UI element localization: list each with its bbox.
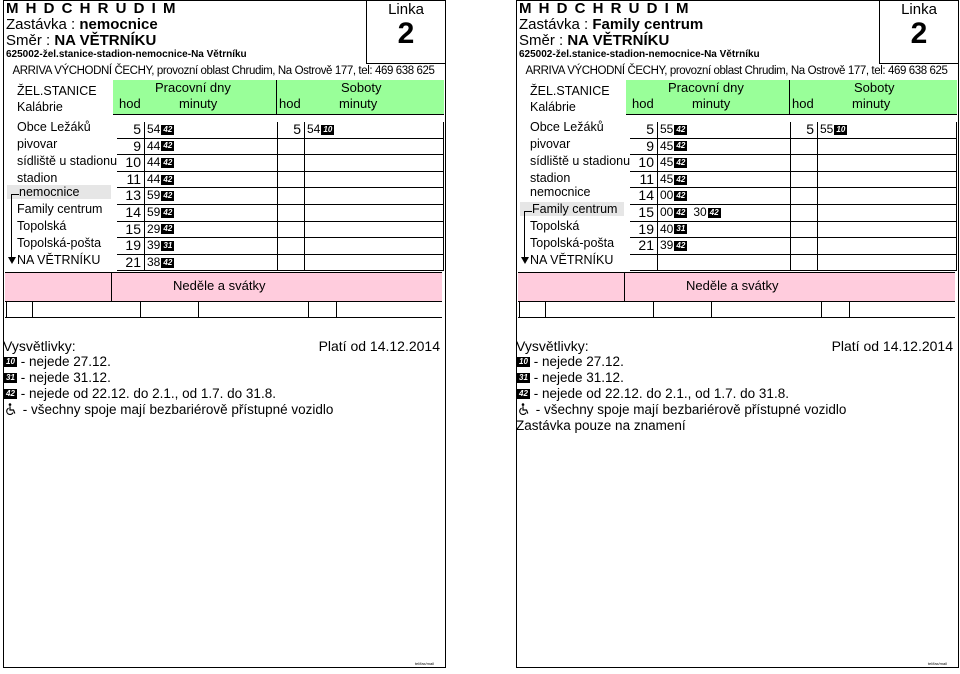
hour-cell: 11 [630, 172, 658, 189]
footnote-code: 42 [517, 389, 530, 399]
departure-minute: 40 [660, 221, 674, 236]
legend-text: - nejede od 22.12. do 2.1., od 1.7. do 31.8. [17, 386, 276, 401]
minute-cell [305, 238, 444, 255]
hour-header: hod [632, 96, 654, 111]
legend-item [3, 354, 444, 370]
departure-minute: 00 [660, 205, 674, 219]
route-description: 625002-žel.stanice-stadion-nemocnice-Na Větrníku [519, 49, 760, 60]
stop-label: Zastávka : [519, 16, 593, 33]
minute-cell [305, 205, 444, 222]
legend-text: - nejede 27.12. [530, 354, 624, 369]
stop-item: NA VĚTRNÍKU [17, 253, 101, 267]
route-arrow-start [524, 211, 532, 212]
legend-text: - všechny spoje mají bezbariérově přístupné vozidlo [19, 402, 334, 417]
footnote-code: 42 [4, 389, 17, 399]
sunday-row [518, 301, 955, 318]
minute-cell [145, 188, 278, 205]
weekday-header [626, 80, 957, 115]
legend-item [516, 354, 957, 370]
departure-minute: 29 [147, 221, 161, 236]
day-separator [276, 80, 277, 114]
minute-cell [658, 238, 791, 255]
footnote-code: 42 [674, 191, 687, 201]
footnote-code: 42 [674, 208, 687, 218]
minute-cell [818, 155, 957, 172]
minute-cell [145, 205, 278, 222]
route-arrow-line [11, 194, 12, 259]
hour-cell [277, 222, 305, 239]
weekday-header [113, 80, 444, 115]
line-box [879, 0, 958, 64]
sundays-label: Neděle a svátky [173, 278, 266, 293]
day-separator [789, 80, 790, 114]
current-stop: Family centrum [520, 202, 624, 216]
hour-header: hod [279, 96, 301, 111]
minute-header: minuty [692, 96, 731, 111]
hour-cell: 10 [117, 155, 145, 172]
stop-item: stadion [530, 171, 571, 185]
header [6, 1, 366, 61]
minute-cell [305, 122, 444, 139]
hour-cell: 14 [630, 188, 658, 205]
sunday-cell [710, 301, 712, 317]
hour-cell: 15 [117, 222, 145, 239]
stop-list [518, 82, 631, 272]
sunday-cell [820, 301, 822, 317]
legend-item [3, 402, 444, 418]
minute-cell [145, 139, 278, 156]
carrier-info: ARRIVA VÝCHODNÍ ČECHY, provozní oblast Chrudim, Na Ostrově 177, tel: 469 638 625 [12, 65, 435, 77]
stop-line [519, 17, 879, 33]
minute-cell [658, 188, 791, 205]
minute-cell [145, 122, 278, 139]
stop-item: stadion [17, 171, 58, 185]
minute-header: minuty [852, 96, 891, 111]
hour-cell: 19 [117, 238, 145, 255]
direction-name: NA VĚTRNÍKU [54, 32, 157, 49]
hour-header: hod [119, 96, 141, 111]
hour-cell [790, 172, 818, 189]
request-stop-note: Zastávka pouze na znamení [516, 418, 686, 433]
minute-cell [145, 155, 278, 172]
line-label: Linka [901, 1, 937, 18]
saturday-label: Soboty [854, 80, 895, 95]
hour-cell: 21 [117, 255, 145, 272]
stop-item: nemocnice [530, 185, 591, 199]
hour-cell [790, 155, 818, 172]
footnote-code: 42 [674, 141, 687, 151]
minute-cell [818, 255, 957, 272]
minute-cell [658, 155, 791, 172]
sunday-cell [544, 301, 546, 317]
hour-cell: 9 [117, 139, 145, 156]
departure-minute: 55 [820, 122, 834, 136]
workdays-label: Pracovní dny [668, 80, 744, 95]
minute-cell [305, 155, 444, 172]
sunday-cell [335, 301, 337, 317]
stop-item: sídliště u stadionu [530, 154, 631, 168]
departure-minute: 44 [147, 171, 161, 186]
wheelchair-icon [5, 403, 17, 415]
footnote-code: 10 [834, 125, 847, 135]
hour-cell: 21 [630, 238, 658, 255]
hour-cell: 10 [630, 155, 658, 172]
legend-text: - nejede 31.12. [17, 370, 111, 385]
sunday-cell [197, 301, 199, 317]
hour-cell: 5 [630, 122, 658, 139]
hour-cell [790, 188, 818, 205]
footnote-code: 42 [674, 175, 687, 185]
departure-minute: 00 [660, 188, 674, 203]
departure-minute: 38 [147, 254, 161, 269]
footnote-code: 31 [4, 373, 17, 383]
system-title: M H D C H R U D I M [519, 0, 690, 17]
legend [516, 338, 957, 434]
hour-cell: 5 [117, 122, 145, 139]
sunday-cell [307, 301, 309, 317]
departure-minute: 39 [660, 238, 674, 253]
hour-cell: 9 [630, 139, 658, 156]
hour-cell: 11 [117, 172, 145, 189]
direction-label: Směr : [6, 32, 55, 49]
hour-cell [277, 188, 305, 205]
line-number: 2 [910, 17, 928, 50]
minute-cell [818, 205, 957, 222]
sunday-cell [31, 301, 33, 317]
valid-from: Platí od 14.12.2014 [318, 338, 440, 354]
minute-cell [658, 255, 791, 272]
footer-note: tel/fax/mail [414, 661, 434, 666]
direction-line [519, 33, 879, 49]
hour-cell [630, 255, 658, 272]
hour-cell [790, 139, 818, 156]
footnote-code: 42 [708, 208, 721, 218]
stop-item: Obce Ležáků [530, 120, 604, 134]
hour-cell [790, 205, 818, 222]
route-arrow-start [11, 194, 19, 195]
carrier-info: ARRIVA VÝCHODNÍ ČECHY, provozní oblast Chrudim, Na Ostrově 177, tel: 469 638 625 [525, 65, 948, 77]
stop-name: Family centrum [592, 16, 704, 33]
sunday-band [5, 272, 442, 302]
footnote-code: 10 [321, 125, 334, 135]
minute-cell [145, 222, 278, 239]
legend-text: - nejede 31.12. [530, 370, 624, 385]
stop-line [6, 17, 366, 33]
line-number: 2 [397, 17, 415, 50]
sunday-cell [139, 301, 141, 317]
legend-text: - všechny spoje mají bezbariérově přístupné vozidlo [532, 402, 847, 417]
valid-from: Platí od 14.12.2014 [831, 338, 953, 354]
route-arrow-line [524, 211, 525, 259]
hour-cell: 5 [790, 122, 818, 139]
minute-cell [818, 238, 957, 255]
stop-item: Family centrum [17, 202, 103, 216]
route-arrow-head [521, 257, 529, 264]
minute-cell [658, 139, 791, 156]
stop-item: Topolská-pošta [17, 236, 102, 250]
saturday-label: Soboty [341, 80, 382, 95]
minute-cell [305, 172, 444, 189]
departure-minute: 45 [660, 138, 674, 153]
sunday-separator [624, 273, 625, 301]
departure-minute: 30 [693, 205, 707, 219]
sunday-cell [652, 301, 654, 317]
sunday-band [518, 272, 955, 302]
hour-cell [277, 155, 305, 172]
line-box [366, 0, 445, 64]
sunday-cell [518, 301, 520, 317]
header [519, 1, 879, 61]
hour-cell [277, 205, 305, 222]
footnote-code: 42 [161, 141, 174, 151]
legend-item [516, 386, 957, 402]
legend-item [3, 386, 444, 402]
hour-cell: 15 [630, 205, 658, 222]
departure-minute: 55 [660, 122, 674, 136]
line-label: Linka [388, 1, 424, 18]
legend-text: - nejede od 22.12. do 2.1., od 1.7. do 31.8. [530, 386, 789, 401]
footnote-code: 42 [161, 208, 174, 218]
route-description: 625002-žel.stanice-stadion-nemocnice-Na Větrníku [6, 49, 247, 60]
legend-item [3, 370, 444, 386]
hour-cell: 13 [117, 188, 145, 205]
hour-cell [277, 238, 305, 255]
footnote-code: 42 [674, 241, 687, 251]
footnote-code: 42 [674, 158, 687, 168]
legend-title: Vysvětlivky: [516, 338, 589, 354]
minute-header: minuty [339, 96, 378, 111]
minute-cell [658, 222, 791, 239]
timetable-grid [626, 80, 957, 273]
departure-minute: 54 [307, 122, 321, 136]
hour-cell [790, 222, 818, 239]
stop-item: sídliště u stadionu [17, 154, 118, 168]
timetable-sheet-left [3, 0, 446, 668]
legend [3, 338, 444, 418]
system-title: M H D C H R U D I M [6, 0, 177, 17]
hour-cell: 14 [117, 205, 145, 222]
minute-header: minuty [179, 96, 218, 111]
footnote-code: 42 [161, 224, 174, 234]
hour-cell: 19 [630, 222, 658, 239]
departure-minute: 44 [147, 138, 161, 153]
stop-item: Kalábrie [17, 100, 63, 114]
direction-label: Směr : [519, 32, 568, 49]
footnote-code: 31 [674, 224, 687, 234]
legend-text: - nejede 27.12. [17, 354, 111, 369]
stop-item: pivovar [17, 137, 58, 151]
departure-minute: 59 [147, 188, 161, 203]
hour-cell [277, 255, 305, 272]
footnote-code: 31 [161, 241, 174, 251]
stop-item: ŽEL.STANICE [17, 84, 97, 98]
stop-item: Topolská-pošta [530, 236, 615, 250]
minute-cell [305, 139, 444, 156]
hour-header: hod [792, 96, 814, 111]
stop-item: pivovar [530, 137, 571, 151]
wheelchair-icon [518, 403, 530, 415]
workdays-label: Pracovní dny [155, 80, 231, 95]
stop-item: Obce Ležáků [17, 120, 91, 134]
minute-cell [818, 122, 957, 139]
stop-item: Topolská [530, 219, 580, 233]
direction-line [6, 33, 366, 49]
stop-name: nemocnice [79, 16, 158, 33]
footnote-code: 10 [4, 357, 17, 367]
minute-cell [145, 172, 278, 189]
hour-cell [277, 139, 305, 156]
footnote-code: 10 [517, 357, 530, 367]
sunday-separator [111, 273, 112, 301]
hour-cell [790, 255, 818, 272]
legend-item [516, 370, 957, 386]
minute-cell [145, 255, 278, 272]
minute-cell [818, 222, 957, 239]
direction-name: NA VĚTRNÍKU [567, 32, 670, 49]
departure-minute: 45 [660, 171, 674, 186]
hour-cell [277, 172, 305, 189]
legend-title: Vysvětlivky: [3, 338, 76, 354]
minute-cell [305, 222, 444, 239]
minute-cell [818, 172, 957, 189]
departure-minute: 39 [147, 238, 161, 253]
timetable-grid [113, 80, 444, 273]
stop-item: NA VĚTRNÍKU [530, 253, 614, 267]
stop-label: Zastávka : [6, 16, 80, 33]
footnote-code: 42 [674, 125, 687, 135]
minute-cell [145, 238, 278, 255]
legend-item [516, 402, 957, 418]
minute-cell [818, 188, 957, 205]
departure-minute: 59 [147, 205, 161, 219]
hour-cell: 5 [277, 122, 305, 139]
sunday-row [5, 301, 442, 318]
route-arrow-head [8, 257, 16, 264]
stop-item: Kalábrie [530, 100, 576, 114]
footnote-code: 31 [517, 373, 530, 383]
minute-cell [305, 188, 444, 205]
minute-cell [658, 205, 791, 222]
stop-item: ŽEL.STANICE [530, 84, 610, 98]
minute-cell [305, 255, 444, 272]
departure-minute: 54 [147, 122, 161, 136]
footnote-code: 42 [161, 125, 174, 135]
sunday-cell [848, 301, 850, 317]
footnote-code: 42 [161, 258, 174, 268]
footnote-code: 42 [161, 191, 174, 201]
stop-list [5, 82, 118, 272]
timetable-sheet-right [516, 0, 959, 668]
sundays-label: Neděle a svátky [686, 278, 779, 293]
stop-item: Topolská [17, 219, 67, 233]
minute-cell [658, 122, 791, 139]
current-stop: nemocnice [7, 185, 111, 199]
sunday-cell [5, 301, 7, 317]
footnote-code: 42 [161, 158, 174, 168]
minute-cell [818, 139, 957, 156]
departure-minute: 44 [147, 155, 161, 170]
footnote-code: 42 [161, 175, 174, 185]
footer-note: tel/fax/mail [927, 661, 947, 666]
hour-cell [790, 238, 818, 255]
minute-cell [658, 172, 791, 189]
departure-minute: 45 [660, 155, 674, 170]
